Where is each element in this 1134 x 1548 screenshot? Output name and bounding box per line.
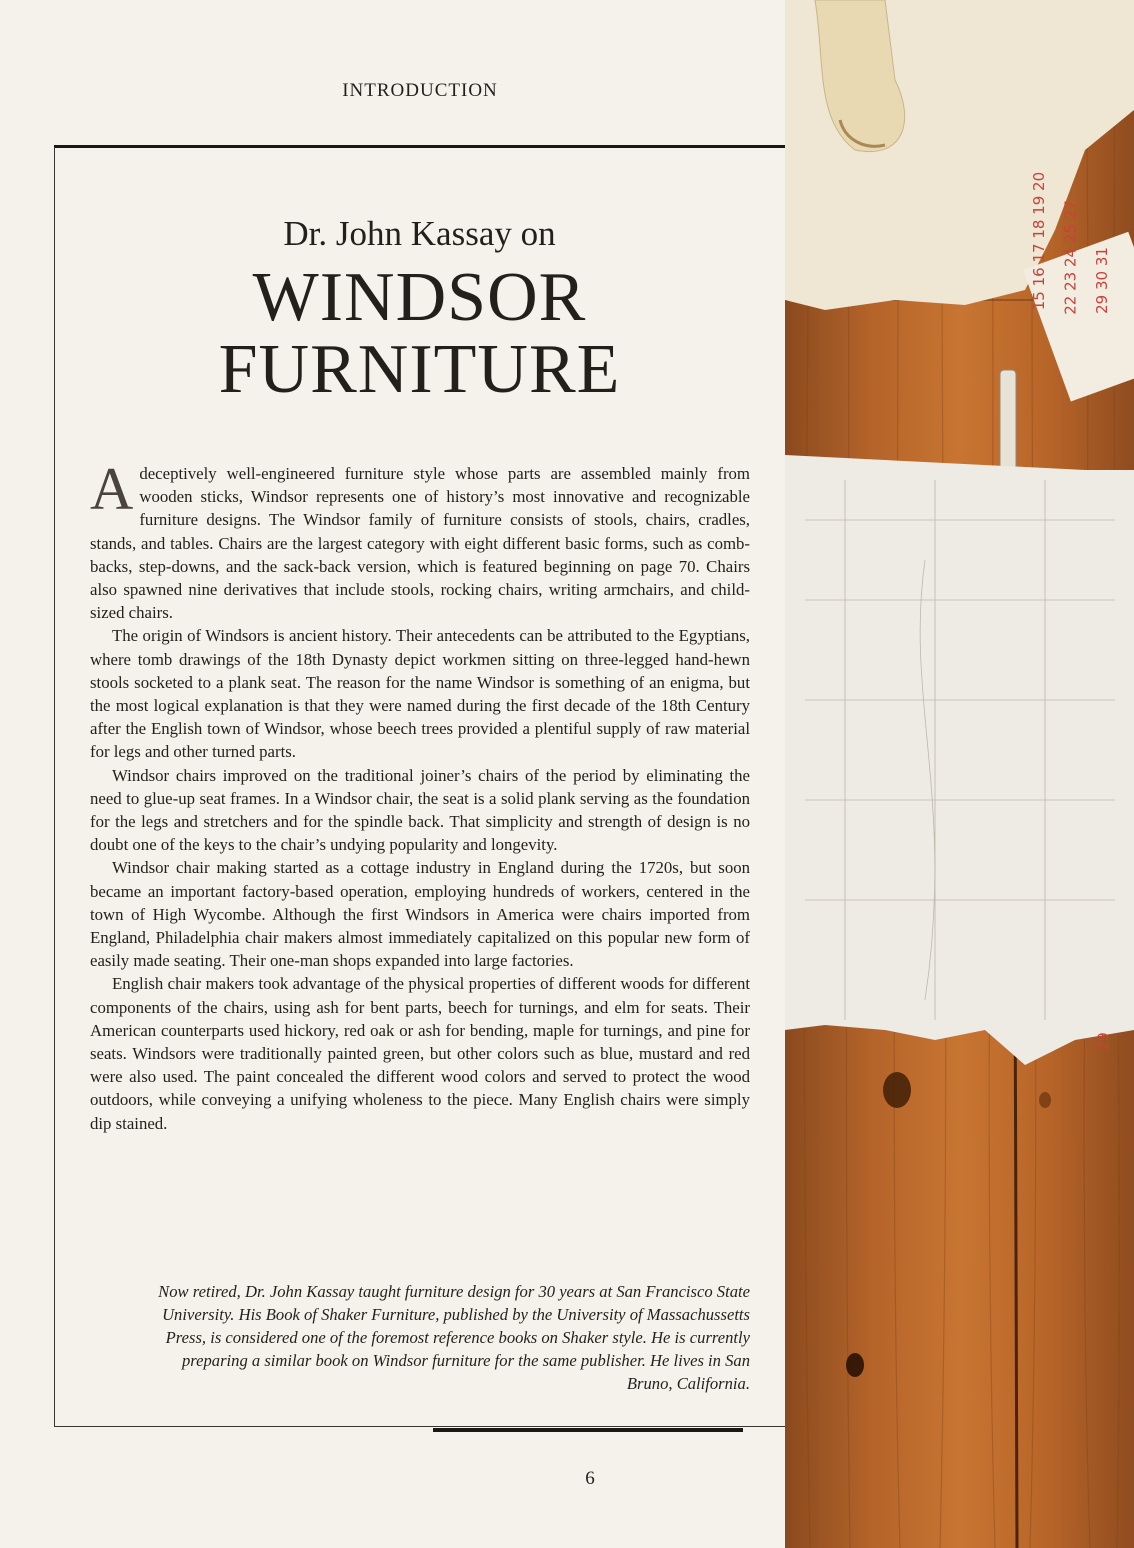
paragraph-3: Windsor chairs improved on the traditional joiner’s chairs of the period by eliminating the need to glue-up seat frames. In a Windsor chair, the seat is a solid plank serving as the foundation for the legs and stretchers and for the spindle back. That simplicity and strength of design is no doubt one of the keys to the chair’s undying popularity and longevity. xyxy=(90,765,750,855)
author-bio: Now retired, Dr. John Kassay taught furniture design for 30 years at San Francisco State University. His Book of Shaker Furniture, published by the University of Massachussetts Press, is considered one of the foremost reference books on Shaker style. He is currently preparing a similar book on Windsor furniture for the same publisher. He lives in San Bruno, California. xyxy=(158,1282,750,1393)
title-windsor: WINDSOR xyxy=(252,259,587,336)
workshop-photo xyxy=(785,0,1134,1548)
photo-illustration xyxy=(785,0,1134,1548)
paragraph-4: Windsor chair making started as a cottage industry in England during the 1720s, but soon became an important factory-based operation, employing hundreds of workers, centered in the town of High Wycombe. Although the first Windsors in America were chairs imported from England, Philadelphia chair makers almost immediately capitalized on this popular new form of easily made seating. Their one-man shops expanded into large factories. xyxy=(90,858,750,971)
tag-row-2: 22 23 24 25 27 xyxy=(1061,200,1080,315)
title-byline: Dr. John Kassay on xyxy=(283,214,556,253)
drop-cap: A xyxy=(90,456,134,522)
paragraph-5: English chair makers took advantage of the physical properties of different woods for different components of the chairs, using ash for bent parts, beech for turnings, and elm for seats. Their American counterparts used hickory, red oak or ash for bending, maple for turnings, and pine for seats. Windsors were traditionally painted green, but other colors such as blue, mustard and red were also used. The paint concealed the different wood colors and served to protect the wood outdoors, while conveying a unifying wholeness to the piece. Many English chairs were simply dip stained. xyxy=(90,974,750,1133)
sheet-number: 29 xyxy=(1096,1032,1112,1050)
tag-row-1: 15 16 17 18 19 20 xyxy=(1030,171,1049,311)
page-number: 6 xyxy=(585,1468,595,1489)
paragraph-2: The origin of Windsors is ancient history. Their antecedents can be attributed to the Egyptians, where tomb drawings of the 18th Dynasty depict workmen sitting on three-legged hand-hewn stools socketed to a plank seat. The reason for the name Windsor is something of an enigma, but the most logical explanation is that they were named during the first decade of the 18th Century after the English town of Windsor, whose beech trees provided a plentiful supply of raw material for legs and other turned parts. xyxy=(90,626,750,762)
paragraph-1 xyxy=(90,456,750,624)
paragraph-text: deceptively well-engineered furniture style whose parts are assembled mainly from wooden sticks, Windsor represents one of history’s most innovative and recognizable furniture designs. The Windsor family of furniture consists of stools, chairs, cradles, stands, and tables. Chairs are the largest category with eight different basic forms, such as comb-backs, step-downs, and the sack-back version, which is featured beginning on page 70. Chairs also spawned nine derivatives that include stools, rocking chairs, writing armchairs, and child-sized chairs. xyxy=(90,464,750,623)
article-body xyxy=(90,456,750,1135)
bottom-rule xyxy=(433,1428,743,1432)
title-furniture: FURNITURE xyxy=(218,331,621,408)
tag-row-3: 29 30 31 xyxy=(1093,247,1112,314)
running-head: INTRODUCTION xyxy=(342,80,498,101)
